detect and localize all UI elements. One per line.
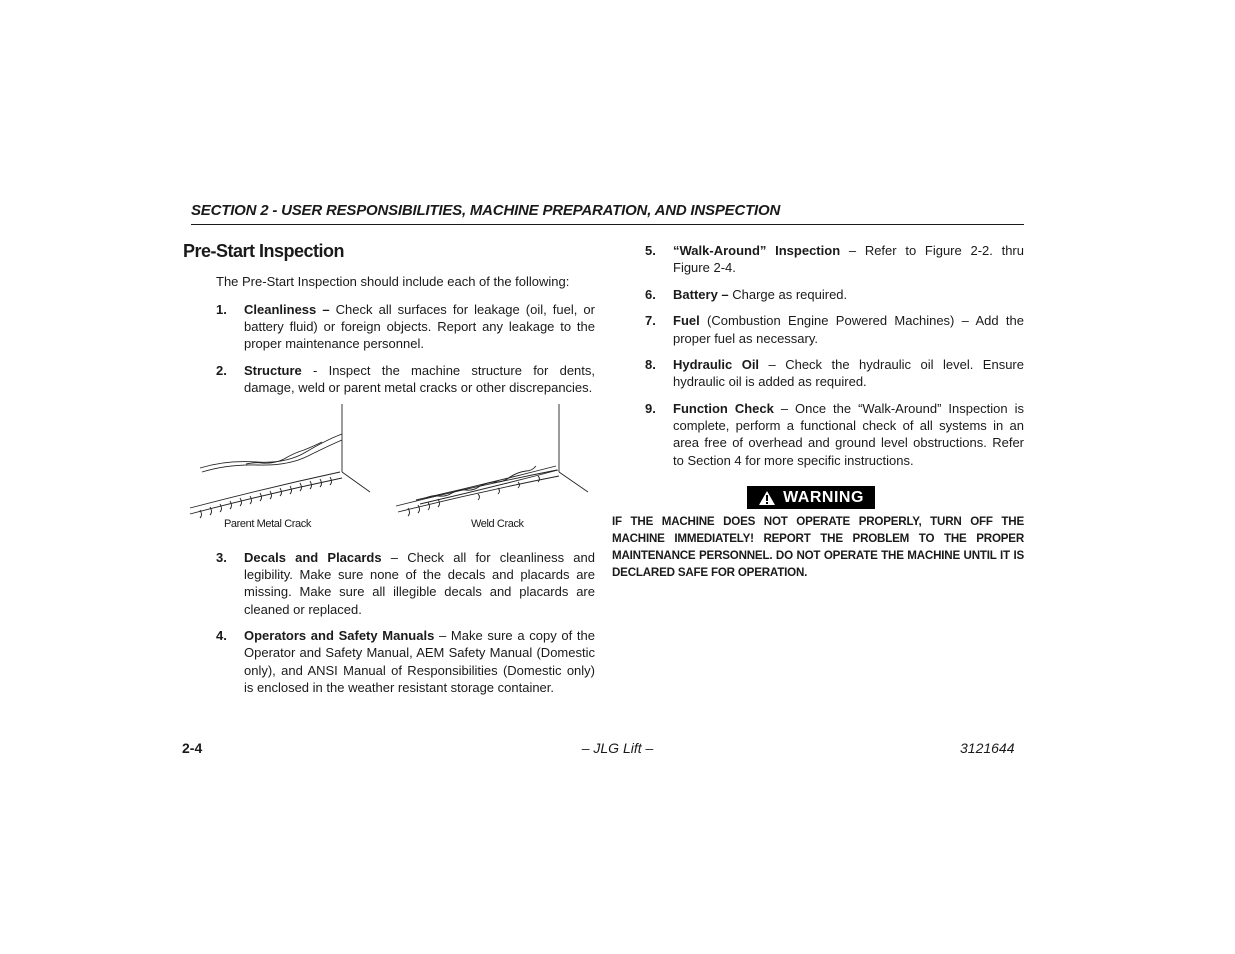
item-text: – Check all for cleanliness and legibility. Make sure none of the decals and placards are missing. Make sure all illegible decals and placards are cleaned or replaced.: [244, 550, 595, 617]
crack-figure: [186, 400, 596, 540]
list-item: 8. Hydraulic Oil – Check the hydraulic oil level. Ensure hydraulic oil is added as required.: [645, 357, 1024, 390]
item-label: Decals and Placards: [244, 550, 382, 565]
inspection-list-right: [645, 242, 1024, 478]
figure-caption-parent-metal-crack: Parent Metal Crack: [224, 518, 311, 530]
item-text: – Refer to Figure 2-2. thru Figure 2-4.: [673, 243, 1024, 276]
item-text: (Combustion Engine Powered Machines) – Add the proper fuel as necessary.: [673, 313, 1024, 346]
item-label: Function Check: [673, 400, 774, 416]
item-label: Operators and Safety Manuals: [244, 628, 435, 644]
item-label: Cleanliness –: [244, 302, 330, 317]
item-text: – Make sure a copy of the Operator and Safety Manual, AEM Safety Manual (Domestic only), and ANSI Manual of Responsibilities (Domestic only) is enclosed in the weather resistant storage container.: [244, 628, 595, 695]
item-label: Hydraulic Oil: [673, 357, 760, 373]
list-item: 7. Fuel (Combustion Engine Powered Machines) – Add the proper fuel as necessary.: [645, 313, 1024, 346]
item-text: Charge as required.: [728, 286, 848, 302]
list-item: 2. Structure - Inspect the machine structure for dents, damage, weld or parent metal cracks or other discrepancies.: [216, 363, 595, 396]
warning-triangle-icon: [758, 490, 776, 506]
item-text: Check all surfaces for leakage (oil, fuel, or battery fluid) or foreign objects. Report any leakage to the proper maintenance personnel.: [244, 302, 595, 352]
list-item: 9. Function Check – Once the “Walk-Around” Inspection is complete, perform a functional check of all systems in an area free of overhead and ground level obstructions. Refer to Section 4 for more specific instructions.: [645, 400, 1024, 468]
list-item: 1. Cleanliness – Check all surfaces for leakage (oil, fuel, or battery fluid) or foreign objects. Report any leakage to the proper maintenance personnel.: [216, 302, 595, 352]
warning-text: IF THE MACHINE DOES NOT OPERATE PROPERLY, TURN OFF THE MACHINE IMMEDIATELY! REPORT THE PROBLEM TO THE PROPER MAINTENANCE PERSONNEL. DO NOT OPERATE THE MACHINE UNTIL IT IS DECLARED SAFE FOR OPERATION.: [612, 515, 1024, 579]
footer-center: – JLG Lift –: [581, 740, 654, 756]
intro-text: The Pre-Start Inspection should include each of the following:: [216, 274, 570, 289]
item-label: “Walk-Around” Inspection: [673, 243, 841, 258]
item-text: – Once the “Walk-Around” Inspection is complete, perform a functional check of all systems in an area free of overhead and ground level obstructions. Refer to Section 4 for more specific instructions.: [673, 400, 1024, 468]
warning-label: WARNING: [783, 488, 864, 506]
list-item: 6. Battery – Charge as required.: [645, 286, 848, 302]
figure-caption-weld-crack: Weld Crack: [471, 518, 524, 530]
list-item: 3. Decals and Placards – Check all for cleanliness and legibility. Make sure none of the decals and placards are missing. Make sure all illegible decals and placards are cleaned or replaced.: [216, 550, 595, 617]
item-text: – Check the hydraulic oil level. Ensure hydraulic oil is added as required.: [673, 357, 1024, 390]
list-item: 4. Operators and Safety Manuals – Make sure a copy of the Operator and Safety Manual, AEM Safety Manual (Domestic only), and ANSI Manual of Responsibilities (Domestic only) is enclosed in the weather resistant storage container.: [216, 628, 595, 695]
item-label: Fuel: [673, 313, 700, 329]
section-header: SECTION 2 - USER RESPONSIBILITIES, MACHINE PREPARATION, AND INSPECTION: [191, 202, 1024, 225]
page-title: Pre-Start Inspection: [183, 241, 345, 261]
item-label: Structure: [244, 363, 302, 378]
weld-crack-illustration: [396, 404, 588, 516]
document-number: 3121644: [960, 740, 1015, 756]
item-label: Battery –: [673, 286, 729, 302]
inspection-list-left-bottom: [216, 549, 595, 705]
warning-badge: [747, 486, 875, 509]
list-item: 5. “Walk-Around” Inspection – Refer to Figure 2-2. thru Figure 2-4.: [645, 243, 1024, 276]
item-text: - Inspect the machine structure for dents, damage, weld or parent metal cracks or other discrepancies.: [244, 363, 595, 396]
inspection-list-left-top: [216, 301, 595, 406]
page-number: 2-4: [182, 740, 203, 756]
